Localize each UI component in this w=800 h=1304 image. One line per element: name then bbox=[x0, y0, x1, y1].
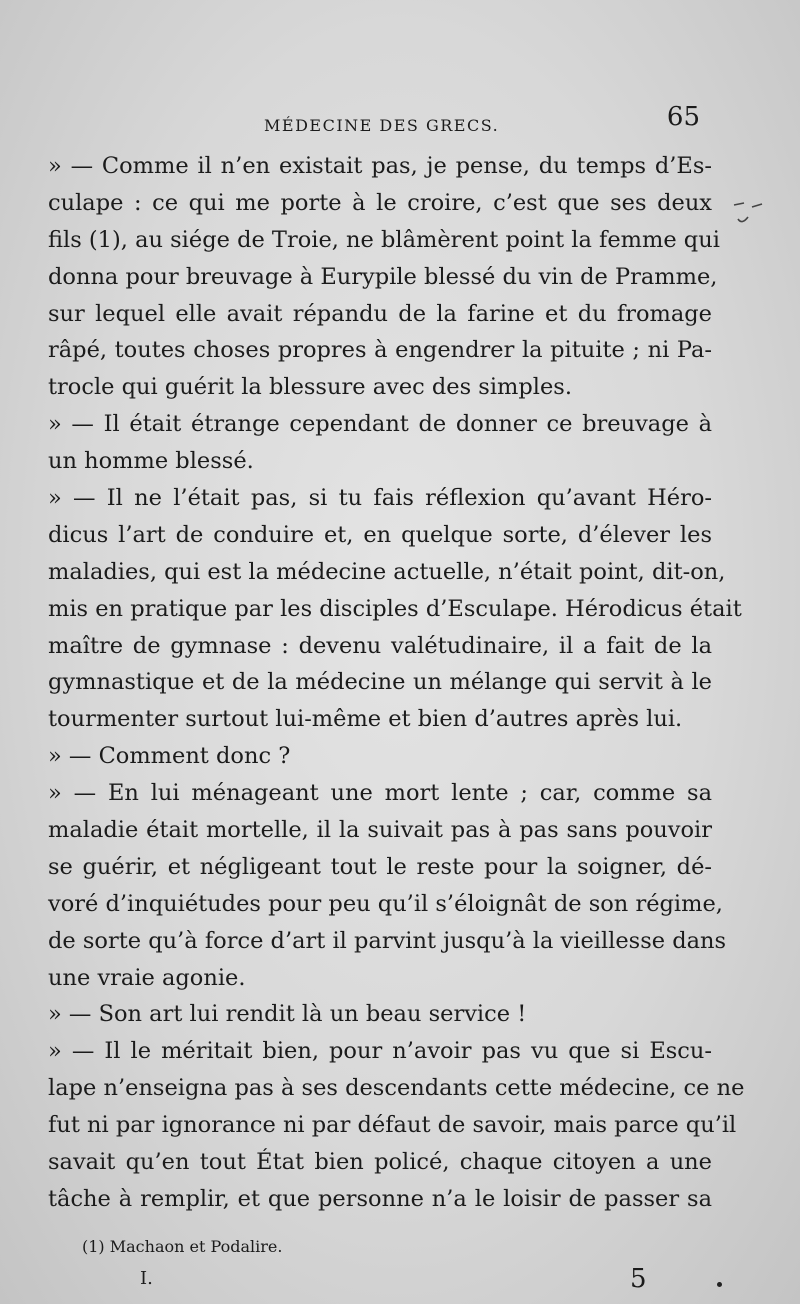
text-line: trocle qui guérit la blessure avec des simples. bbox=[48, 374, 572, 401]
text-line: de sorte qu’à force d’art il parvint jusqu’à la vieillesse dans bbox=[48, 927, 727, 954]
text-line: donna pour breuvage à Eurypile blessé du vin de Pramme, bbox=[48, 263, 718, 290]
running-title: MÉDECINE DES GRECS. bbox=[264, 116, 500, 135]
text-line: maladie était mortelle, il la suivait pas à pas sans pouvoir bbox=[48, 817, 712, 844]
text-line: râpé, toutes choses propres à engendrer la pituite ; ni Pa- bbox=[48, 337, 712, 364]
text-line: tourmenter surtout lui-même et bien d’autres après lui. bbox=[48, 706, 683, 733]
text-line: » — En lui ménageant une mort lente ; car, comme sa bbox=[48, 780, 712, 807]
text-line: lape n’enseigna pas à ses descendants cette médecine, ce ne bbox=[48, 1075, 745, 1102]
body-text bbox=[48, 148, 745, 1218]
margin-tick-icon bbox=[730, 195, 770, 235]
signature-number: 5 bbox=[630, 1264, 647, 1294]
text-line: culape : ce qui me porte à le croire, c’est que ses deux bbox=[48, 189, 712, 216]
text-line: gymnastique et de la médecine un mélange qui servit à le bbox=[48, 669, 712, 696]
text-line: » — Il le méritait bien, pour n’avoir pas vu que si Escu- bbox=[48, 1038, 712, 1065]
text-line: fut ni par ignorance ni par défaut de savoir, mais parce qu’il bbox=[48, 1112, 737, 1139]
text-line: dicus l’art de conduire et, en quelque sorte, d’élever les bbox=[48, 521, 712, 548]
signature-volume: I. bbox=[140, 1268, 153, 1289]
text-line: » — Il ne l’était pas, si tu fais réflexion qu’avant Héro- bbox=[48, 485, 712, 512]
text-line: se guérir, et négligeant tout le reste pour la soigner, dé- bbox=[48, 853, 712, 880]
text-line: » — Son art lui rendit là un beau service ! bbox=[48, 1001, 527, 1028]
page-number: 65 bbox=[666, 102, 700, 132]
footnote: (1) Machaon et Podalire. bbox=[82, 1237, 283, 1256]
text-line: fils (1), au siége de Troie, ne blâmèrent point la femme qui bbox=[48, 226, 720, 253]
text-line: » — Comme il n’en existait pas, je pense, du temps d’Es- bbox=[48, 153, 712, 179]
text-line: savait qu’en tout État bien policé, chaque citoyen a une bbox=[48, 1149, 712, 1176]
text-line: maître de gymnase : devenu valétudinaire, il a fait de la bbox=[48, 632, 712, 659]
text-line: » — Comment donc ? bbox=[48, 743, 291, 770]
text-line: maladies, qui est la médecine actuelle, n’était point, dit-on, bbox=[48, 558, 726, 585]
text-line: mis en pratique par les disciples d’Esculape. Hérodicus était bbox=[48, 595, 742, 622]
text-line: tâche à remplir, et que personne n’a le loisir de passer sa bbox=[48, 1185, 712, 1212]
page-header bbox=[48, 102, 704, 142]
text-line: un homme blessé. bbox=[48, 448, 254, 475]
ink-dot-mark bbox=[717, 1282, 722, 1287]
text-line: voré d’inquiétudes pour peu qu’il s’éloignât de son régime, bbox=[48, 890, 723, 917]
text-line: » — Il était étrange cependant de donner ce breuvage à bbox=[48, 411, 712, 438]
text-line: une vraie agonie. bbox=[48, 964, 246, 991]
text-line: sur lequel elle avait répandu de la farine et du fromage bbox=[48, 300, 712, 327]
